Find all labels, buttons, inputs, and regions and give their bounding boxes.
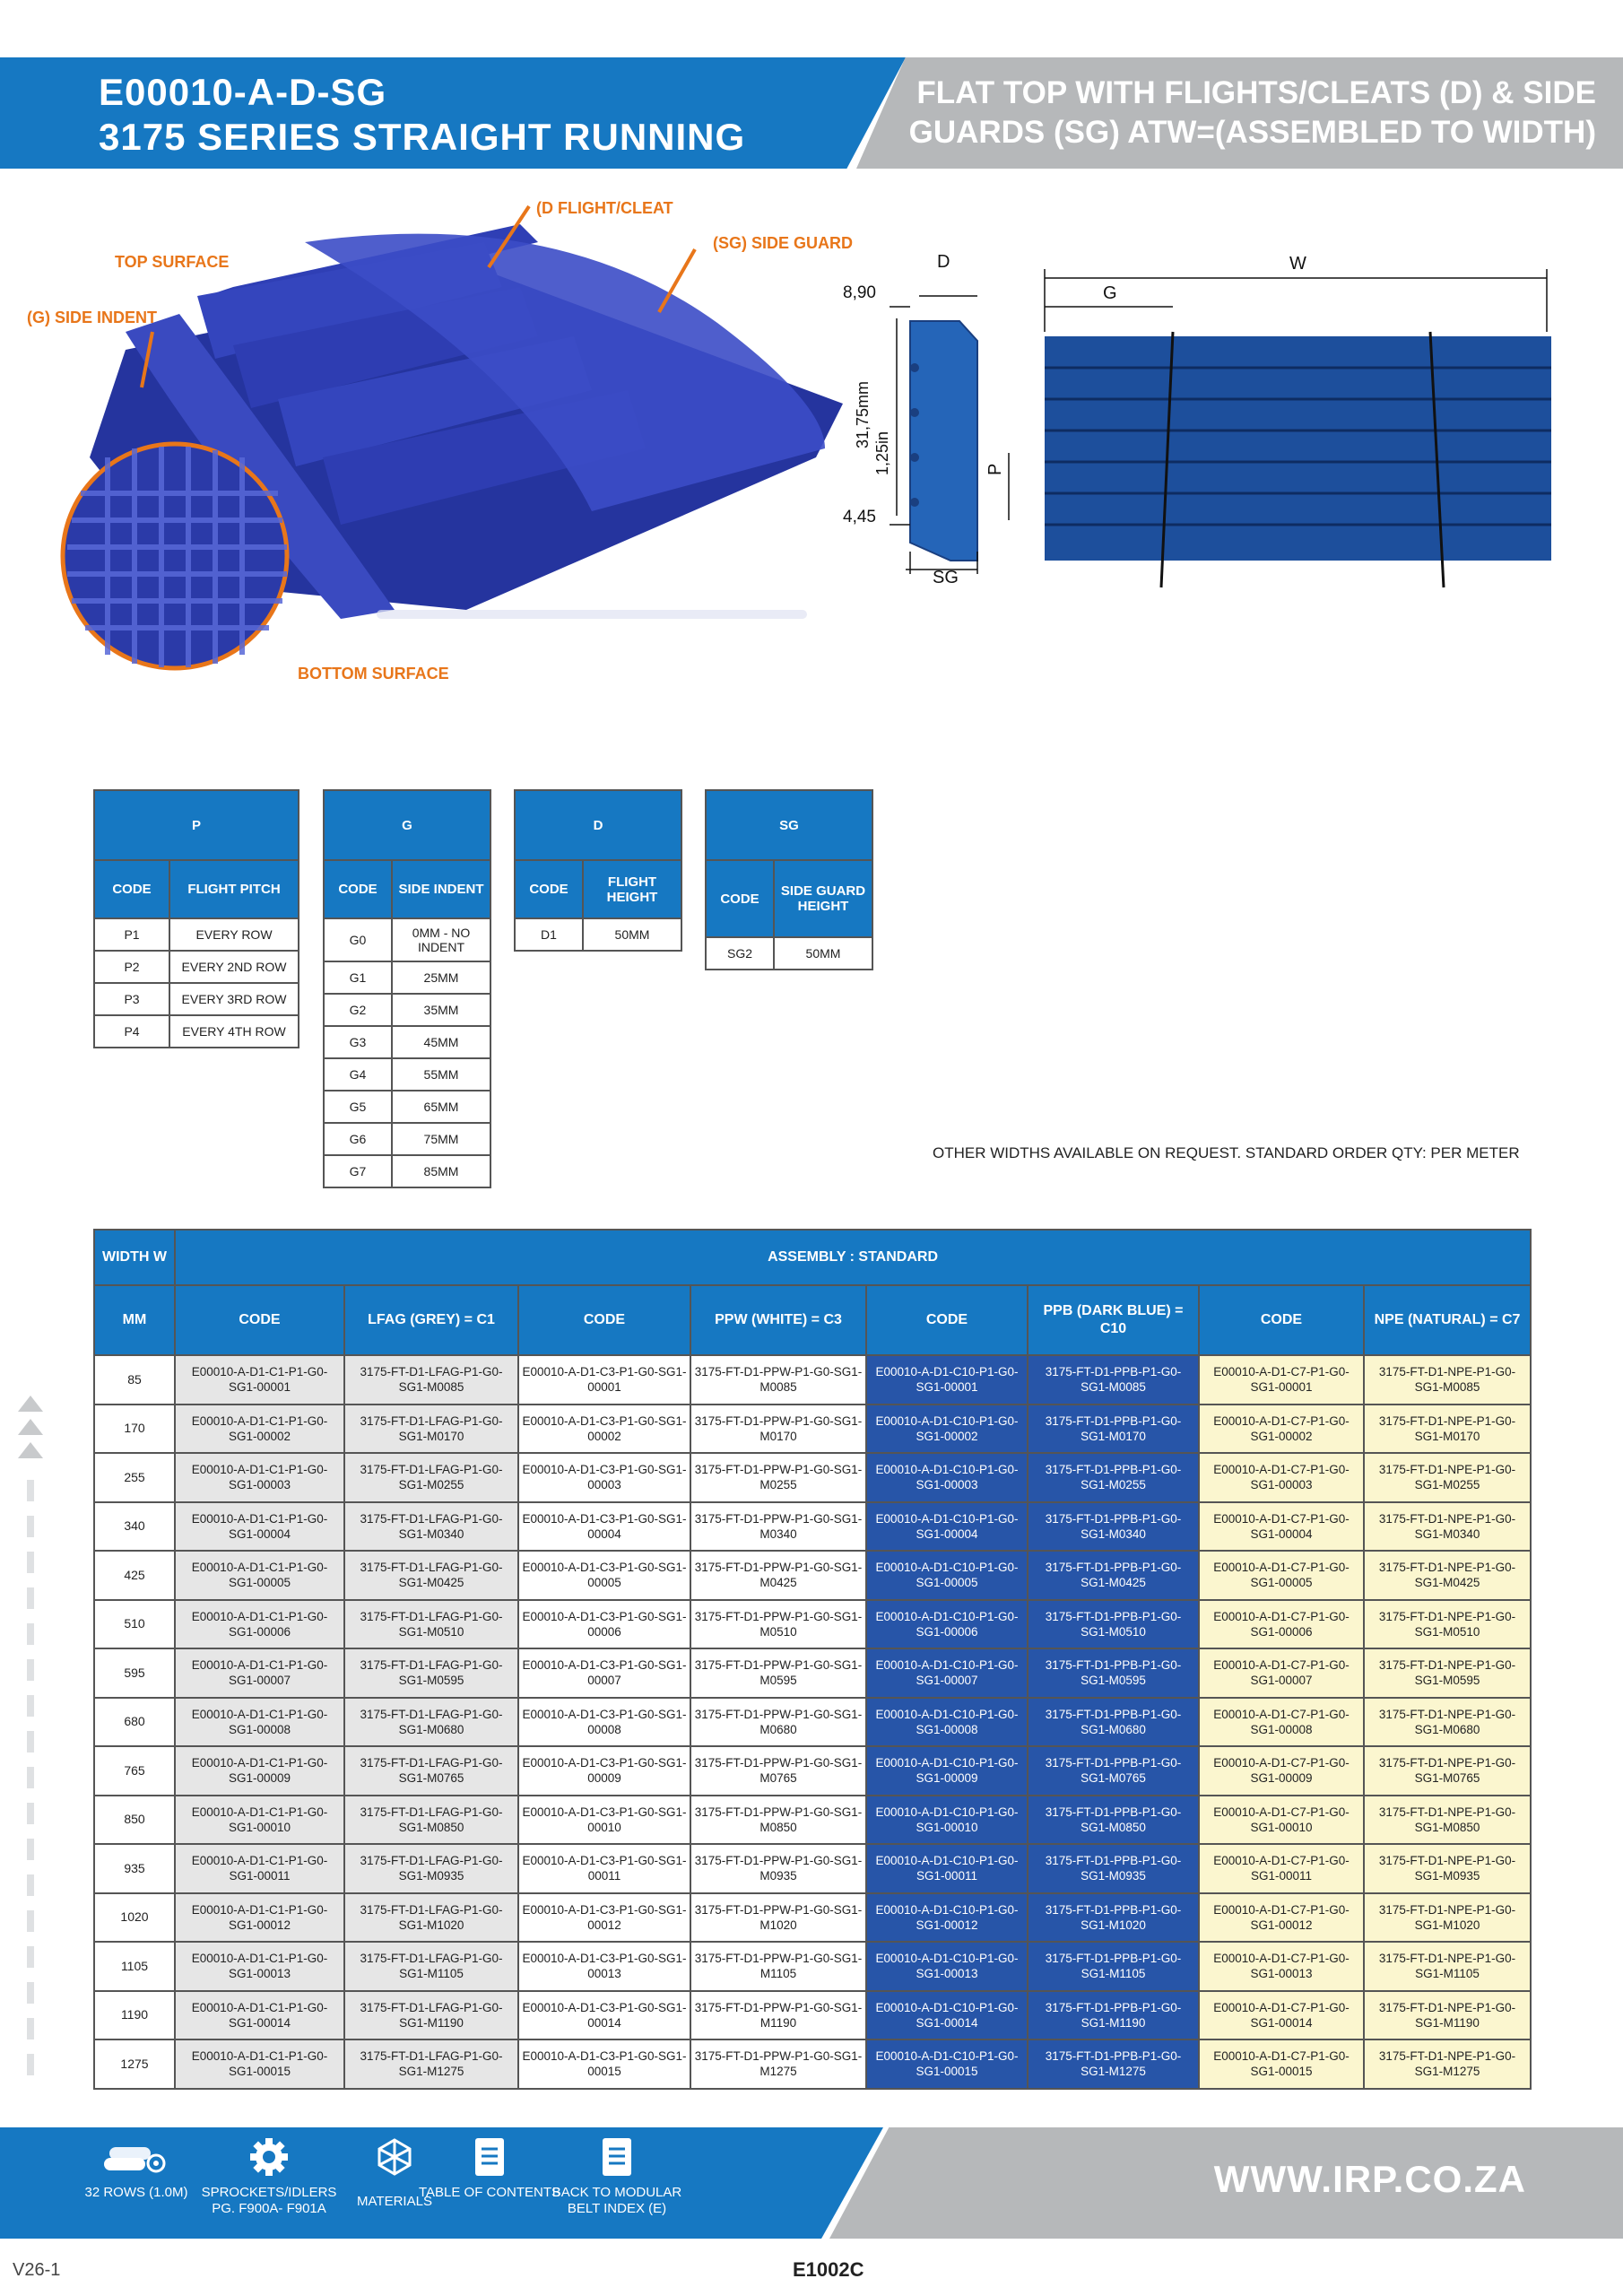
- ppw-code-cell: E00010-A-D1-C3-P1-G0-SG1-00008: [518, 1698, 690, 1747]
- table-cell: P4: [94, 1015, 169, 1048]
- side-profile-drawing: [843, 252, 1009, 587]
- ppb-code-cell: E00010-A-D1-C10-P1-G0-SG1-00007: [866, 1648, 1028, 1698]
- table-row: [94, 1502, 1531, 1552]
- ppw-part-cell: 3175-FT-D1-PPW-P1-G0-SG1-M0765: [690, 1746, 866, 1796]
- ppb-code-cell: E00010-A-D1-C10-P1-G0-SG1-00014: [866, 1991, 1028, 2040]
- side-guard-table: [705, 789, 873, 970]
- flight-cleat-callout: (D FLIGHT/CLEAT: [536, 199, 673, 217]
- ppw-part-cell: 3175-FT-D1-PPW-P1-G0-SG1-M1275: [690, 2039, 866, 2089]
- ppw-part-cell: 3175-FT-D1-PPW-P1-G0-SG1-M0170: [690, 1405, 866, 1454]
- ppw-part-cell: 3175-FT-D1-PPW-P1-G0-SG1-M0850: [690, 1796, 866, 1845]
- flight-height-table: [514, 789, 682, 952]
- subtitle-line-2: GUARDS (SG) ATW=(ASSEMBLED TO WIDTH): [908, 115, 1596, 150]
- table-row: [94, 1698, 1531, 1747]
- npe-part-cell: 3175-FT-D1-NPE-P1-G0-SG1-M0340: [1364, 1502, 1531, 1552]
- table-cell: 55MM: [392, 1058, 490, 1091]
- lfag-code-cell: E00010-A-D1-C1-P1-G0-SG1-00012: [175, 1893, 344, 1943]
- lfag-code-cell: E00010-A-D1-C1-P1-G0-SG1-00003: [175, 1453, 344, 1502]
- subtitle-line-1: FLAT TOP WITH FLIGHTS/CLEATS (D) & SIDE: [916, 75, 1596, 110]
- ppw-code-cell: E00010-A-D1-C3-P1-G0-SG1-00002: [518, 1405, 690, 1454]
- ppb-code-cell: E00010-A-D1-C10-P1-G0-SG1-00015: [866, 2039, 1028, 2089]
- table-row: [94, 1453, 1531, 1502]
- top-view-drawing: [1045, 254, 1551, 587]
- lfag-part-cell: 3175-FT-D1-LFAG-P1-G0-SG1-M0935: [344, 1844, 518, 1893]
- lfag-code-cell: E00010-A-D1-C1-P1-G0-SG1-00004: [175, 1502, 344, 1552]
- lfag-part-cell: 3175-FT-D1-LFAG-P1-G0-SG1-M0255: [344, 1453, 518, 1502]
- lfag-code-cell: E00010-A-D1-C1-P1-G0-SG1-00005: [175, 1551, 344, 1600]
- code-header: CODE: [518, 1285, 690, 1355]
- side-arrow-decoration: [13, 1390, 48, 2108]
- dim-890-label: 8,90: [843, 283, 876, 302]
- ppb-code-cell: E00010-A-D1-C10-P1-G0-SG1-00002: [866, 1405, 1028, 1454]
- ppb-part-cell: 3175-FT-D1-PPB-P1-G0-SG1-M0510: [1028, 1600, 1199, 1649]
- ppb-code-cell: E00010-A-D1-C10-P1-G0-SG1-00013: [866, 1942, 1028, 1991]
- table-cell: G0: [324, 918, 392, 961]
- width-cell: 935: [94, 1844, 175, 1893]
- lfag-header: LFAG (GREY) = C1: [344, 1285, 518, 1355]
- assembly-table: [93, 1229, 1532, 2090]
- lfag-code-cell: E00010-A-D1-C1-P1-G0-SG1-00013: [175, 1942, 344, 1991]
- npe-code-cell: E00010-A-D1-C7-P1-G0-SG1-00004: [1199, 1502, 1364, 1552]
- table-cell: 65MM: [392, 1091, 490, 1123]
- npe-part-cell: 3175-FT-D1-NPE-P1-G0-SG1-M0680: [1364, 1698, 1531, 1747]
- lfag-part-cell: 3175-FT-D1-LFAG-P1-G0-SG1-M1020: [344, 1893, 518, 1943]
- npe-part-cell: 3175-FT-D1-NPE-P1-G0-SG1-M0935: [1364, 1844, 1531, 1893]
- npe-code-cell: E00010-A-D1-C7-P1-G0-SG1-00002: [1199, 1405, 1364, 1454]
- ppw-code-cell: E00010-A-D1-C3-P1-G0-SG1-00005: [518, 1551, 690, 1600]
- sprockets-link[interactable]: [197, 2136, 341, 2217]
- width-cell: 510: [94, 1600, 175, 1649]
- npe-part-cell: 3175-FT-D1-NPE-P1-G0-SG1-M0255: [1364, 1453, 1531, 1502]
- width-cell: 340: [94, 1502, 175, 1552]
- ppb-part-cell: 3175-FT-D1-PPB-P1-G0-SG1-M1190: [1028, 1991, 1199, 2040]
- ppw-part-cell: 3175-FT-D1-PPW-P1-G0-SG1-M0340: [690, 1502, 866, 1552]
- ppb-part-cell: 3175-FT-D1-PPB-P1-G0-SG1-M0085: [1028, 1355, 1199, 1405]
- ppb-part-cell: 3175-FT-D1-PPB-P1-G0-SG1-M0255: [1028, 1453, 1199, 1502]
- ppb-code-cell: E00010-A-D1-C10-P1-G0-SG1-00010: [866, 1796, 1028, 1845]
- table-row: [94, 1551, 1531, 1600]
- table-cell: G1: [324, 961, 392, 994]
- npe-part-cell: 3175-FT-D1-NPE-P1-G0-SG1-M1275: [1364, 2039, 1531, 2089]
- ppb-code-cell: E00010-A-D1-C10-P1-G0-SG1-00001: [866, 1355, 1028, 1405]
- table-cell: P3: [94, 983, 169, 1015]
- npe-part-cell: 3175-FT-D1-NPE-P1-G0-SG1-M1190: [1364, 1991, 1531, 2040]
- lfag-code-cell: E00010-A-D1-C1-P1-G0-SG1-00007: [175, 1648, 344, 1698]
- assembly-table-body: [94, 1355, 1531, 2089]
- order-note: OTHER WIDTHS AVAILABLE ON REQUEST. STANDARD ORDER QTY: PER METER: [933, 1144, 1520, 1161]
- ppb-part-cell: 3175-FT-D1-PPB-P1-G0-SG1-M0170: [1028, 1405, 1199, 1454]
- gear-icon: [248, 2136, 290, 2178]
- table-row: [94, 2039, 1531, 2089]
- dim-125-label: 1,25in: [873, 430, 891, 475]
- flight-height-code-header: CODE: [515, 860, 583, 918]
- dim-p-label: P: [985, 463, 1005, 475]
- top-surface-callout: TOP SURFACE: [115, 253, 230, 271]
- lfag-part-cell: 3175-FT-D1-LFAG-P1-G0-SG1-M0340: [344, 1502, 518, 1552]
- table-cell: G2: [324, 994, 392, 1026]
- side-indent-callout: (G) SIDE INDENT: [27, 309, 158, 326]
- pitch-desc-header: FLIGHT PITCH: [169, 860, 299, 918]
- ppw-code-cell: E00010-A-D1-C3-P1-G0-SG1-00004: [518, 1502, 690, 1552]
- width-cell: 680: [94, 1698, 175, 1747]
- table-cell: EVERY 3RD ROW: [169, 983, 299, 1015]
- lfag-part-cell: 3175-FT-D1-LFAG-P1-G0-SG1-M1105: [344, 1942, 518, 1991]
- table-of-contents-label: TABLE OF CONTENTS: [418, 2185, 561, 2200]
- ppw-part-cell: 3175-FT-D1-PPW-P1-G0-SG1-M0935: [690, 1844, 866, 1893]
- page-subtitle: [879, 74, 1596, 152]
- website-link[interactable]: WWW.IRP.CO.ZA: [1213, 2158, 1526, 2200]
- ppb-part-cell: 3175-FT-D1-PPB-P1-G0-SG1-M1275: [1028, 2039, 1199, 2089]
- width-cell: 850: [94, 1796, 175, 1845]
- ppw-code-cell: E00010-A-D1-C3-P1-G0-SG1-00010: [518, 1796, 690, 1845]
- npe-header: NPE (NATURAL) = C7: [1364, 1285, 1531, 1355]
- ppw-part-cell: 3175-FT-D1-PPW-P1-G0-SG1-M0680: [690, 1698, 866, 1747]
- table-cell: 50MM: [774, 937, 872, 970]
- table-cell: G6: [324, 1123, 392, 1155]
- npe-code-cell: E00010-A-D1-C7-P1-G0-SG1-00012: [1199, 1893, 1364, 1943]
- lfag-part-cell: 3175-FT-D1-LFAG-P1-G0-SG1-M0510: [344, 1600, 518, 1649]
- rollers-icon: [100, 2136, 172, 2178]
- back-to-index-link[interactable]: [545, 2136, 689, 2217]
- ppw-code-cell: E00010-A-D1-C3-P1-G0-SG1-00012: [518, 1893, 690, 1943]
- width-cell: 1020: [94, 1893, 175, 1943]
- ppw-code-cell: E00010-A-D1-C3-P1-G0-SG1-00013: [518, 1942, 690, 1991]
- side-guard-desc-header: SIDE GUARD HEIGHT: [774, 860, 872, 937]
- bottom-surface-callout: BOTTOM SURFACE: [298, 665, 449, 683]
- table-row: [94, 1991, 1531, 2040]
- npe-part-cell: 3175-FT-D1-NPE-P1-G0-SG1-M1105: [1364, 1942, 1531, 1991]
- ppw-part-cell: 3175-FT-D1-PPW-P1-G0-SG1-M0595: [690, 1648, 866, 1698]
- npe-code-cell: E00010-A-D1-C7-P1-G0-SG1-00006: [1199, 1600, 1364, 1649]
- ppb-code-cell: E00010-A-D1-C10-P1-G0-SG1-00006: [866, 1600, 1028, 1649]
- ppw-code-cell: E00010-A-D1-C3-P1-G0-SG1-00009: [518, 1746, 690, 1796]
- lfag-code-cell: E00010-A-D1-C1-P1-G0-SG1-00002: [175, 1405, 344, 1454]
- version-label: V26-1: [13, 2260, 61, 2280]
- side-guard-table-title: SG: [706, 790, 872, 860]
- ppb-header: PPB (DARK BLUE) = C10: [1028, 1285, 1199, 1355]
- npe-code-cell: E00010-A-D1-C7-P1-G0-SG1-00003: [1199, 1453, 1364, 1502]
- ppb-part-cell: 3175-FT-D1-PPB-P1-G0-SG1-M0340: [1028, 1502, 1199, 1552]
- mm-header: MM: [94, 1285, 175, 1355]
- dim-sg-label: SG: [933, 568, 959, 587]
- width-cell: 595: [94, 1648, 175, 1698]
- width-header: WIDTH W: [94, 1230, 175, 1285]
- ppw-part-cell: 3175-FT-D1-PPW-P1-G0-SG1-M0510: [690, 1600, 866, 1649]
- side-guard-callout: (SG) SIDE GUARD: [713, 234, 854, 252]
- table-cell: D1: [515, 918, 583, 951]
- table-row: [94, 1942, 1531, 1991]
- table-cell: G5: [324, 1091, 392, 1123]
- npe-code-cell: E00010-A-D1-C7-P1-G0-SG1-00009: [1199, 1746, 1364, 1796]
- sprockets-label: SPROCKETS/IDLERS PG. F900A- F901A: [201, 2185, 337, 2216]
- width-cell: 255: [94, 1453, 175, 1502]
- width-cell: 85: [94, 1355, 175, 1405]
- table-cell: 85MM: [392, 1155, 490, 1187]
- ppb-part-cell: 3175-FT-D1-PPB-P1-G0-SG1-M0765: [1028, 1746, 1199, 1796]
- pitch-table-title: P: [94, 790, 299, 860]
- lfag-part-cell: 3175-FT-D1-LFAG-P1-G0-SG1-M0850: [344, 1796, 518, 1845]
- ppb-code-cell: E00010-A-D1-C10-P1-G0-SG1-00008: [866, 1698, 1028, 1747]
- assembly-header: ASSEMBLY : STANDARD: [175, 1230, 1531, 1285]
- width-cell: 425: [94, 1551, 175, 1600]
- side-indent-desc-header: SIDE INDENT: [392, 860, 490, 918]
- npe-part-cell: 3175-FT-D1-NPE-P1-G0-SG1-M0510: [1364, 1600, 1531, 1649]
- width-cell: 1105: [94, 1942, 175, 1991]
- ppw-part-cell: 3175-FT-D1-PPW-P1-G0-SG1-M1105: [690, 1942, 866, 1991]
- npe-part-cell: 3175-FT-D1-NPE-P1-G0-SG1-M0595: [1364, 1648, 1531, 1698]
- ppb-part-cell: 3175-FT-D1-PPB-P1-G0-SG1-M1020: [1028, 1893, 1199, 1943]
- npe-code-cell: E00010-A-D1-C7-P1-G0-SG1-00014: [1199, 1991, 1364, 2040]
- pitch-table: [93, 789, 299, 1048]
- ppw-code-cell: E00010-A-D1-C3-P1-G0-SG1-00007: [518, 1648, 690, 1698]
- npe-code-cell: E00010-A-D1-C7-P1-G0-SG1-00008: [1199, 1698, 1364, 1747]
- table-cell: SG2: [706, 937, 774, 970]
- flight-height-table-title: D: [515, 790, 681, 860]
- ppb-code-cell: E00010-A-D1-C10-P1-G0-SG1-00005: [866, 1551, 1028, 1600]
- ppw-part-cell: 3175-FT-D1-PPW-P1-G0-SG1-M0425: [690, 1551, 866, 1600]
- side-indent-code-header: CODE: [324, 860, 392, 918]
- lfag-code-cell: E00010-A-D1-C1-P1-G0-SG1-00015: [175, 2039, 344, 2089]
- width-cell: 1190: [94, 1991, 175, 2040]
- ppb-code-cell: E00010-A-D1-C10-P1-G0-SG1-00004: [866, 1502, 1028, 1552]
- side-guard-code-header: CODE: [706, 860, 774, 937]
- table-cell: G3: [324, 1026, 392, 1058]
- rows-label: 32 ROWS (1.0M): [84, 2185, 188, 2200]
- npe-code-cell: E00010-A-D1-C7-P1-G0-SG1-00013: [1199, 1942, 1364, 1991]
- lfag-part-cell: 3175-FT-D1-LFAG-P1-G0-SG1-M0595: [344, 1648, 518, 1698]
- table-cell: G4: [324, 1058, 392, 1091]
- page-code: E1002C: [793, 2258, 864, 2281]
- ppw-part-cell: 3175-FT-D1-PPW-P1-G0-SG1-M1020: [690, 1893, 866, 1943]
- dim-w-label: W: [1289, 254, 1306, 274]
- lfag-part-cell: 3175-FT-D1-LFAG-P1-G0-SG1-M0085: [344, 1355, 518, 1405]
- dim-3175-label: 31,75mm: [854, 380, 872, 448]
- rows-link[interactable]: [65, 2136, 208, 2201]
- table-row: [94, 1844, 1531, 1893]
- npe-code-cell: E00010-A-D1-C7-P1-G0-SG1-00015: [1199, 2039, 1364, 2089]
- table-of-contents-link[interactable]: [418, 2136, 561, 2201]
- table-cell: G7: [324, 1155, 392, 1187]
- table-row: [94, 1746, 1531, 1796]
- table-row: [94, 1893, 1531, 1943]
- table-cell: 35MM: [392, 994, 490, 1026]
- lfag-code-cell: E00010-A-D1-C1-P1-G0-SG1-00008: [175, 1698, 344, 1747]
- lfag-code-cell: E00010-A-D1-C1-P1-G0-SG1-00014: [175, 1991, 344, 2040]
- document-icon: [599, 2136, 635, 2178]
- flight-height-desc-header: FLIGHT HEIGHT: [583, 860, 681, 918]
- lfag-code-cell: E00010-A-D1-C1-P1-G0-SG1-00006: [175, 1600, 344, 1649]
- table-cell: EVERY 4TH ROW: [169, 1015, 299, 1048]
- ppw-code-cell: E00010-A-D1-C3-P1-G0-SG1-00001: [518, 1355, 690, 1405]
- ppb-code-cell: E00010-A-D1-C10-P1-G0-SG1-00011: [866, 1844, 1028, 1893]
- lfag-code-cell: E00010-A-D1-C1-P1-G0-SG1-00001: [175, 1355, 344, 1405]
- width-cell: 1275: [94, 2039, 175, 2089]
- ppw-code-cell: E00010-A-D1-C3-P1-G0-SG1-00006: [518, 1600, 690, 1649]
- ppw-part-cell: 3175-FT-D1-PPW-P1-G0-SG1-M0085: [690, 1355, 866, 1405]
- back-to-index-label: BACK TO MODULAR BELT INDEX (E): [551, 2185, 682, 2216]
- table-cell: 0MM - NO INDENT: [392, 918, 490, 961]
- code-header: CODE: [175, 1285, 344, 1355]
- table-row: [94, 1355, 1531, 1405]
- lfag-code-cell: E00010-A-D1-C1-P1-G0-SG1-00009: [175, 1746, 344, 1796]
- ppw-code-cell: E00010-A-D1-C3-P1-G0-SG1-00011: [518, 1844, 690, 1893]
- ppw-code-cell: E00010-A-D1-C3-P1-G0-SG1-00014: [518, 1991, 690, 2040]
- lfag-code-cell: E00010-A-D1-C1-P1-G0-SG1-00011: [175, 1844, 344, 1893]
- table-cell: EVERY ROW: [169, 918, 299, 951]
- lfag-part-cell: 3175-FT-D1-LFAG-P1-G0-SG1-M0170: [344, 1405, 518, 1454]
- ppw-part-cell: 3175-FT-D1-PPW-P1-G0-SG1-M0255: [690, 1453, 866, 1502]
- title-line-2: 3175 SERIES STRAIGHT RUNNING: [99, 116, 746, 158]
- ppw-part-cell: 3175-FT-D1-PPW-P1-G0-SG1-M1190: [690, 1991, 866, 2040]
- side-indent-table-title: G: [324, 790, 490, 860]
- table-cell: P1: [94, 918, 169, 951]
- npe-part-cell: 3175-FT-D1-NPE-P1-G0-SG1-M0765: [1364, 1746, 1531, 1796]
- table-cell: EVERY 2ND ROW: [169, 951, 299, 983]
- table-cell: P2: [94, 951, 169, 983]
- width-cell: 170: [94, 1405, 175, 1454]
- lfag-part-cell: 3175-FT-D1-LFAG-P1-G0-SG1-M1190: [344, 1991, 518, 2040]
- ppw-code-cell: E00010-A-D1-C3-P1-G0-SG1-00015: [518, 2039, 690, 2089]
- pitch-code-header: CODE: [94, 860, 169, 918]
- ppb-part-cell: 3175-FT-D1-PPB-P1-G0-SG1-M0850: [1028, 1796, 1199, 1845]
- width-cell: 765: [94, 1746, 175, 1796]
- npe-part-cell: 3175-FT-D1-NPE-P1-G0-SG1-M0170: [1364, 1405, 1531, 1454]
- lfag-part-cell: 3175-FT-D1-LFAG-P1-G0-SG1-M0765: [344, 1746, 518, 1796]
- ppb-code-cell: E00010-A-D1-C10-P1-G0-SG1-00003: [866, 1453, 1028, 1502]
- molecule-icon: [374, 2136, 415, 2178]
- code-header: CODE: [866, 1285, 1028, 1355]
- npe-part-cell: 3175-FT-D1-NPE-P1-G0-SG1-M0850: [1364, 1796, 1531, 1845]
- materials-label: MATERIALS: [357, 2194, 432, 2209]
- npe-part-cell: 3175-FT-D1-NPE-P1-G0-SG1-M0085: [1364, 1355, 1531, 1405]
- ppb-part-cell: 3175-FT-D1-PPB-P1-G0-SG1-M0595: [1028, 1648, 1199, 1698]
- document-icon: [472, 2136, 508, 2178]
- dim-d-label: D: [937, 252, 950, 272]
- table-cell: 50MM: [583, 918, 681, 951]
- ppb-code-cell: E00010-A-D1-C10-P1-G0-SG1-00009: [866, 1746, 1028, 1796]
- table-cell: 45MM: [392, 1026, 490, 1058]
- npe-code-cell: E00010-A-D1-C7-P1-G0-SG1-00010: [1199, 1796, 1364, 1845]
- npe-part-cell: 3175-FT-D1-NPE-P1-G0-SG1-M1020: [1364, 1893, 1531, 1943]
- ppb-code-cell: E00010-A-D1-C10-P1-G0-SG1-00012: [866, 1893, 1028, 1943]
- page-title: [99, 70, 745, 160]
- code-header: CODE: [1199, 1285, 1364, 1355]
- ppb-part-cell: 3175-FT-D1-PPB-P1-G0-SG1-M1105: [1028, 1942, 1199, 1991]
- title-line-1: E00010-A-D-SG: [99, 71, 387, 113]
- ppb-part-cell: 3175-FT-D1-PPB-P1-G0-SG1-M0935: [1028, 1844, 1199, 1893]
- lfag-code-cell: E00010-A-D1-C1-P1-G0-SG1-00010: [175, 1796, 344, 1845]
- ppw-header: PPW (WHITE) = C3: [690, 1285, 866, 1355]
- ppb-part-cell: 3175-FT-D1-PPB-P1-G0-SG1-M0425: [1028, 1551, 1199, 1600]
- side-indent-table: [323, 789, 491, 1188]
- npe-part-cell: 3175-FT-D1-NPE-P1-G0-SG1-M0425: [1364, 1551, 1531, 1600]
- table-cell: 25MM: [392, 961, 490, 994]
- lfag-part-cell: 3175-FT-D1-LFAG-P1-G0-SG1-M0680: [344, 1698, 518, 1747]
- ppw-code-cell: E00010-A-D1-C3-P1-G0-SG1-00003: [518, 1453, 690, 1502]
- dim-g-label: G: [1103, 283, 1117, 303]
- table-row: [94, 1405, 1531, 1454]
- npe-code-cell: E00010-A-D1-C7-P1-G0-SG1-00011: [1199, 1844, 1364, 1893]
- table-row: [94, 1600, 1531, 1649]
- table-cell: 75MM: [392, 1123, 490, 1155]
- lfag-part-cell: 3175-FT-D1-LFAG-P1-G0-SG1-M1275: [344, 2039, 518, 2089]
- dim-445-label: 4,45: [843, 508, 876, 526]
- lfag-part-cell: 3175-FT-D1-LFAG-P1-G0-SG1-M0425: [344, 1551, 518, 1600]
- table-row: [94, 1796, 1531, 1845]
- ppb-part-cell: 3175-FT-D1-PPB-P1-G0-SG1-M0680: [1028, 1698, 1199, 1747]
- table-row: [94, 1648, 1531, 1698]
- npe-code-cell: E00010-A-D1-C7-P1-G0-SG1-00007: [1199, 1648, 1364, 1698]
- technical-drawing: [834, 242, 1551, 601]
- npe-code-cell: E00010-A-D1-C7-P1-G0-SG1-00005: [1199, 1551, 1364, 1600]
- npe-code-cell: E00010-A-D1-C7-P1-G0-SG1-00001: [1199, 1355, 1364, 1405]
